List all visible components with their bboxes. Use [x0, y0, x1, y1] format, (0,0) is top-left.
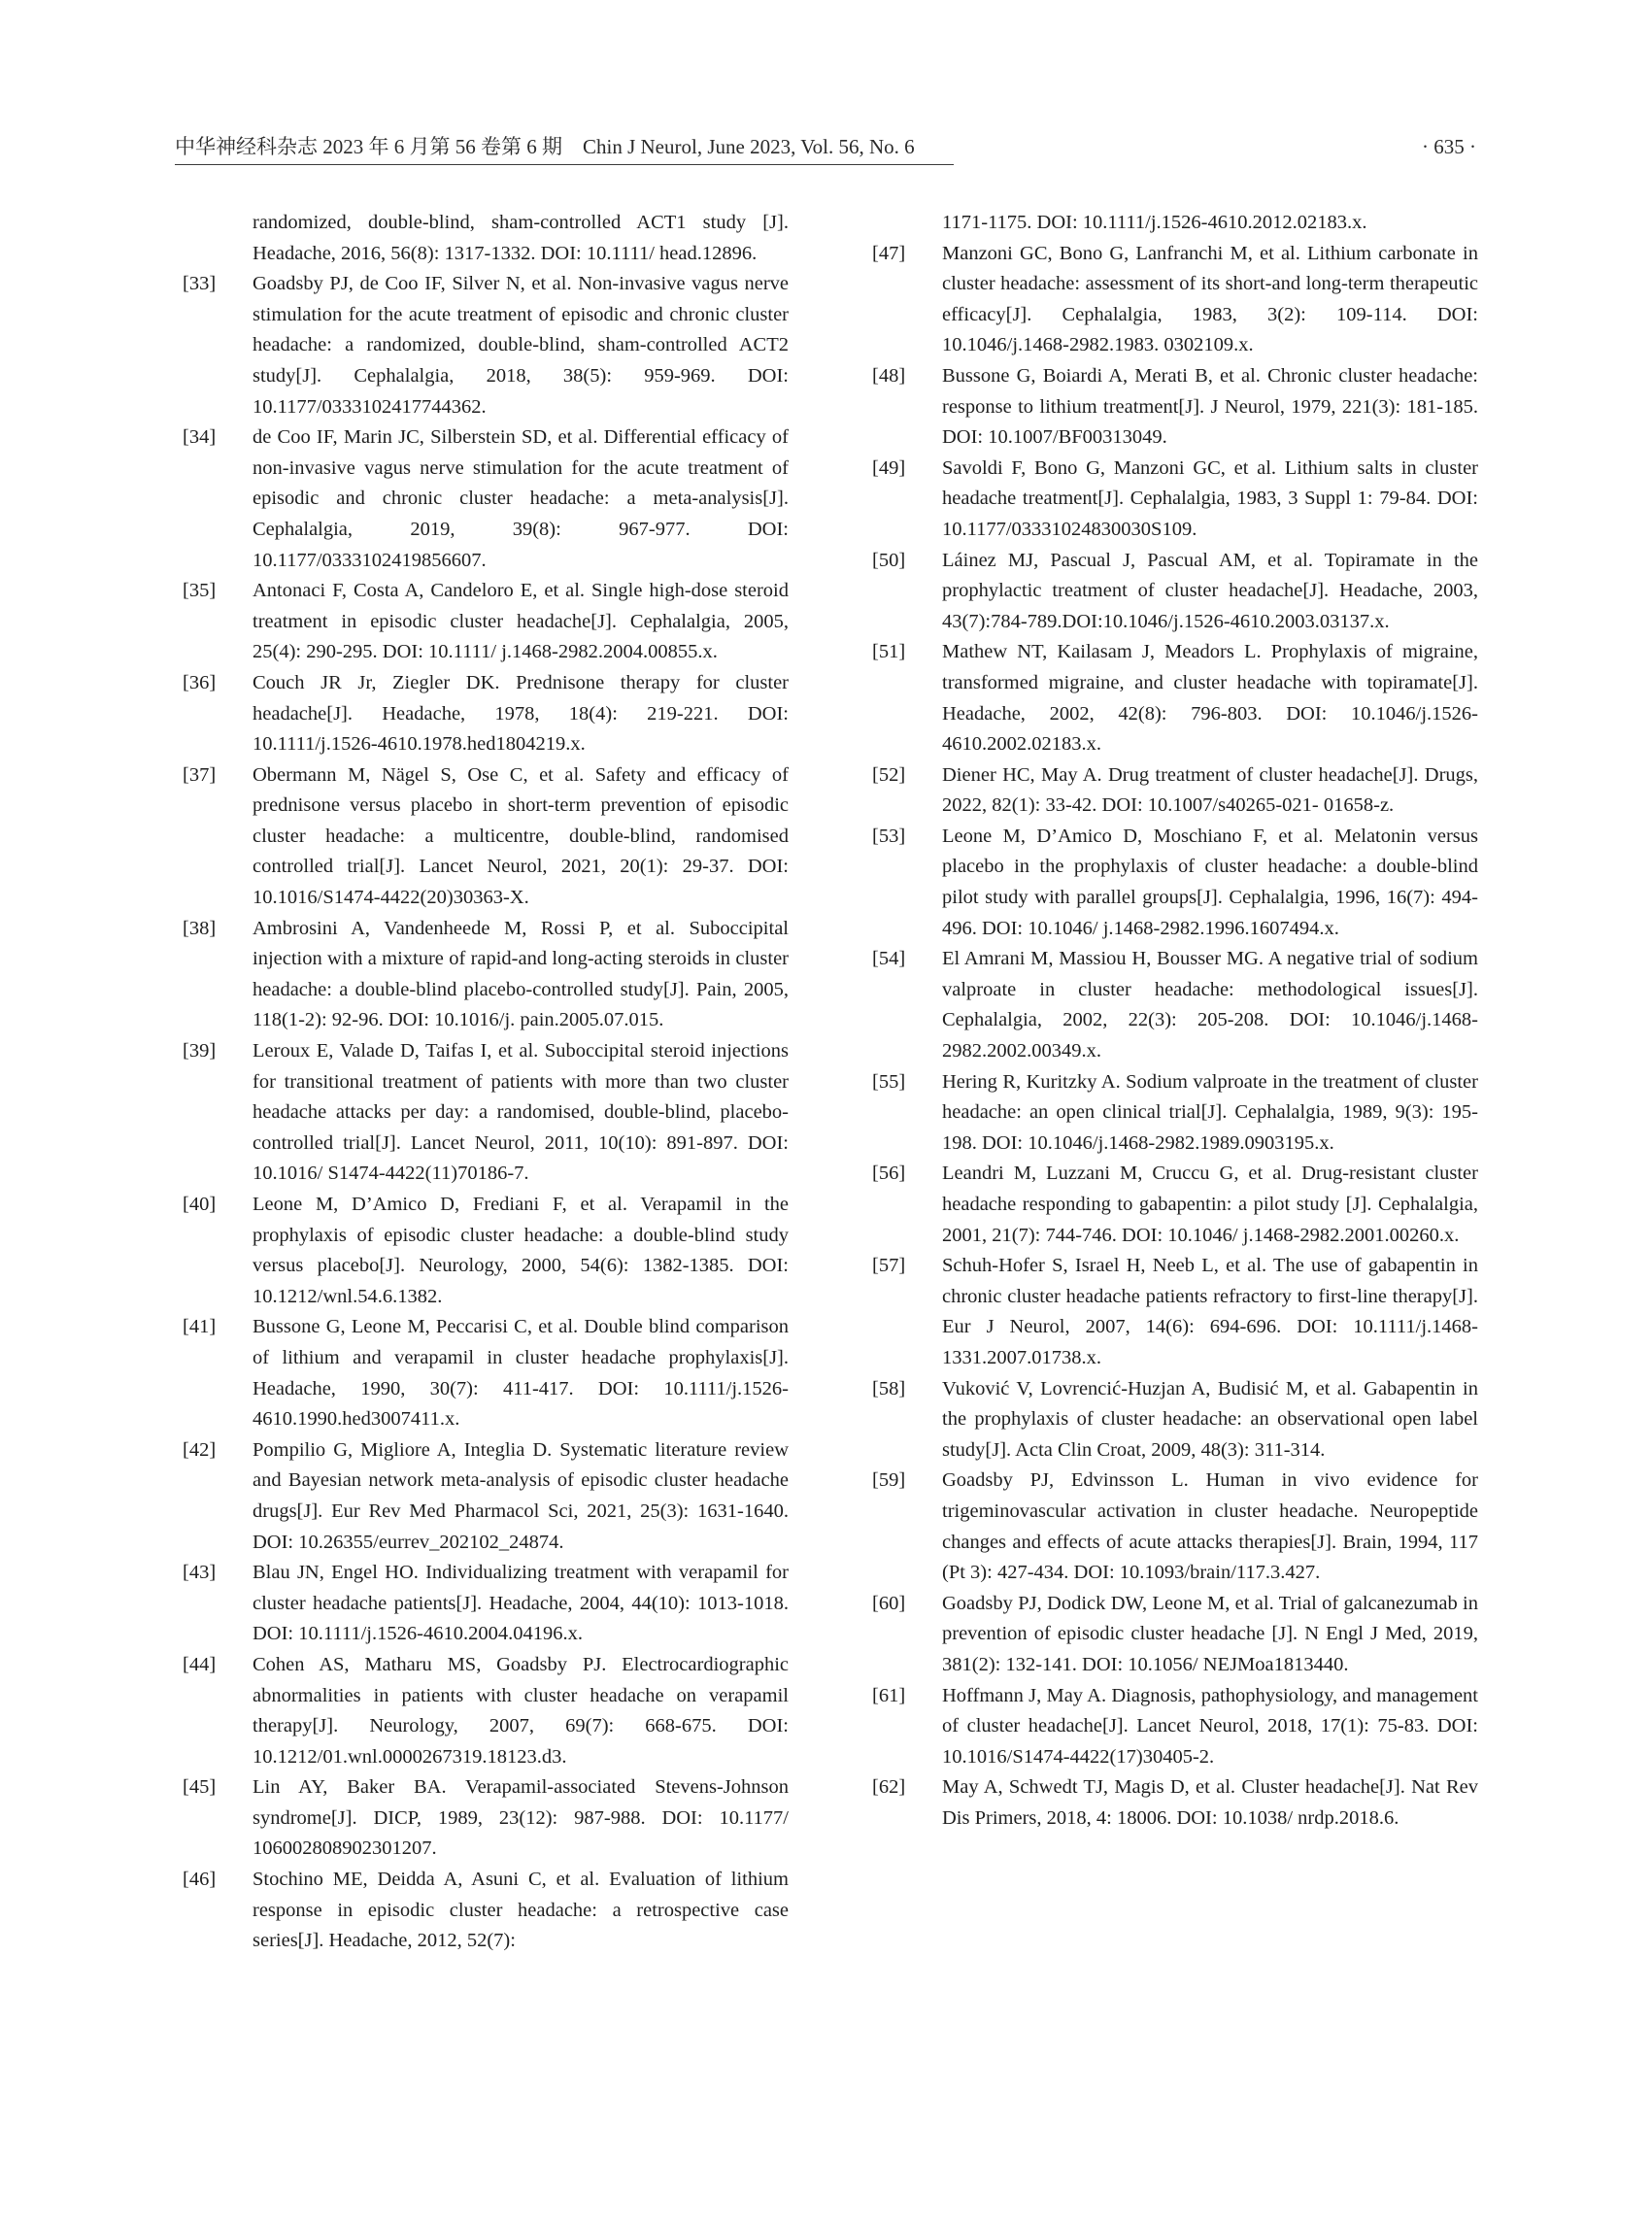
reference-number: [42] — [183, 1438, 217, 1461]
reference-entry — [183, 760, 789, 914]
reference-text: Goadsby PJ, Dodick DW, Leone M, et al. Trial of galcanezumab in prevention of episodic cluster headache [J]. N Engl J Med, 2019, 381(2): 132-141. DOI: 10.1056/ NEJMoa1813440. — [942, 1592, 1478, 1675]
reference-number: [61] — [872, 1684, 906, 1706]
page-number: · 635 · — [1422, 135, 1476, 158]
reference-text: May A, Schwedt TJ, Magis D, et al. Cluster headache[J]. Nat Rev Dis Primers, 2018, 4: 18006. DOI: 10.1038/ nrdp.2018.6. — [942, 1776, 1478, 1829]
reference-entry — [183, 1558, 789, 1650]
reference-number: [38] — [183, 917, 217, 939]
reference-text: Goadsby PJ, de Coo IF, Silver N, et al. Non-invasive vagus nerve stimulation for the acute treatment of episodic and chronic cluster headache: a randomized, double-blind, sham-controlled ACT2 study[J]. Cephalalgia, 2018, 38(5): 959-969. DOI: 10.1177/0333102417744362. — [253, 273, 789, 418]
reference-number: [33] — [183, 273, 217, 295]
reference-number: [59] — [872, 1469, 906, 1492]
reference-entry — [872, 1374, 1478, 1466]
reference-number: [41] — [183, 1316, 217, 1338]
reference-number: [46] — [183, 1869, 217, 1891]
reference-text: Lin AY, Baker BA. Verapamil-associated Stevens-Johnson syndrome[J]. DICP, 1989, 23(12): 987-988. DOI: 10.1177/ 106002808902301207. — [253, 1776, 789, 1860]
reference-entry — [183, 914, 789, 1036]
reference-text: Leroux E, Valade D, Taifas I, et al. Suboccipital steroid injections for transitional treatment of patients with more than two cluster headache attacks per day: a randomised, double-blind, placebo-controlled trial[J]. Lancet Neurol, 2011, 10(10): 891-897. DOI: 10.1016/ S1474-4422(11)70186-7. — [253, 1040, 789, 1185]
reference-number: [56] — [872, 1163, 906, 1185]
reference-entry — [872, 454, 1478, 546]
reference-entry — [183, 1650, 789, 1772]
reference-entry — [183, 1865, 789, 1957]
reference-text: Savoldi F, Bono G, Manzoni GC, et al. Lithium salts in cluster headache treatment[J]. Cephalalgia, 1983, 3 Suppl 1: 79-84. DOI: 10.1177/03331024830030S109. — [942, 456, 1478, 540]
reference-entry — [872, 1466, 1478, 1588]
reference-entry — [872, 1159, 1478, 1251]
reference-entry — [183, 1312, 789, 1434]
reference-entry — [872, 1067, 1478, 1160]
reference-text: Antonaci F, Costa A, Candeloro E, et al. Single high-dose steroid treatment in episodic cluster headache[J]. Cephalalgia, 2005, 25(4): 290-295. DOI: 10.1111/ j.1468-2982.2004.00855.x. — [253, 580, 789, 663]
reference-number: [40] — [183, 1194, 217, 1215]
reference-column-right — [872, 208, 1478, 1834]
journal-header: 中华神经科杂志 2023 年 6 月第 56 卷第 6 期 Chin J Neurol, June 2023, Vol. 56, No. 6 — [175, 135, 915, 158]
reference-text: Blau JN, Engel HO. Individualizing treatment with verapamil for cluster headache patients[J]. Headache, 2004, 44(10): 1013-1018. DOI: 10.1111/j.1526-4610.2004.04196.x. — [253, 1562, 789, 1645]
reference-entry — [872, 239, 1478, 361]
reference-text: Leone M, D’Amico D, Moschiano F, et al. Melatonin versus placebo in the prophylaxis of cluster headache: a double-blind pilot study with parallel groups[J]. Cephalalgia, 1996, 16(7): 494-496. DOI: 10.1046/ j.1468-2982.1996.1607494.x. — [942, 825, 1478, 939]
reference-text: Cohen AS, Matharu MS, Goadsby PJ. Electrocardiographic abnormalities in patients with cluster headache on verapamil therapy[J]. Neurology, 2007, 69(7): 668-675. DOI: 10.1212/01.wnl.0000267319.18123.d3. — [253, 1653, 789, 1768]
reference-number: [34] — [183, 426, 217, 449]
reference-entry — [183, 576, 789, 668]
reference-number: [55] — [872, 1070, 906, 1093]
reference-text: Hering R, Kuritzky A. Sodium valproate in the treatment of cluster headache: an open clinical trial[J]. Cephalalgia, 1989, 9(3): 195-198. DOI: 10.1046/j.1468-2982.1989.0903195.x. — [942, 1070, 1478, 1154]
reference-entry — [872, 361, 1478, 454]
reference-text: Leone M, D’Amico D, Frediani F, et al. Verapamil in the prophylaxis of episodic cluster headache: a double-blind study versus placebo[J]. Neurology, 2000, 54(6): 1382-1385. DOI: 10.1212/wnl.54.6.1382. — [253, 1194, 789, 1307]
reference-number: [50] — [872, 549, 906, 571]
reference-number: [60] — [872, 1592, 906, 1614]
reference-text: Bussone G, Leone M, Peccarisi C, et al. Double blind comparison of lithium and verapamil in cluster headache prophylaxis[J]. Headache, 1990, 30(7): 411-417. DOI: 10.1111/j.1526-4610.1990.hed3007411.x. — [253, 1316, 789, 1431]
reference-entry — [872, 1772, 1478, 1834]
reference-number: [36] — [183, 671, 217, 693]
header-rule — [175, 164, 954, 165]
reference-entry — [872, 208, 1478, 239]
reference-number: [54] — [872, 948, 906, 970]
reference-entry — [183, 1435, 789, 1558]
reference-text: Stochino ME, Deidda A, Asuni C, et al. Evaluation of lithium response in episodic cluster headache: a retrospective case series[J]. Headache, 2012, 52(7): — [253, 1869, 789, 1952]
reference-text: El Amrani M, Massiou H, Bousser MG. A negative trial of sodium valproate in cluster headache: methodological issues[J]. Cephalalgia, 2002, 22(3): 205-208. DOI: 10.1046/j.1468-2982.2002.00349.x. — [942, 948, 1478, 1062]
reference-entry — [183, 1772, 789, 1865]
reference-number: [57] — [872, 1255, 906, 1277]
reference-entry — [872, 637, 1478, 759]
reference-number: [62] — [872, 1776, 906, 1799]
reference-entry — [872, 944, 1478, 1066]
reference-text: Vuković V, Lovrencić-Huzjan A, Budisić M, et al. Gabapentin in the prophylaxis of cluster headache: an observational open label study[J]. Acta Clin Croat, 2009, 48(3): 311-314. — [942, 1377, 1478, 1461]
reference-number: [43] — [183, 1562, 217, 1584]
reference-text: Couch JR Jr, Ziegler DK. Prednisone therapy for cluster headache[J]. Headache, 1978, 18(4): 219-221. DOI: 10.1111/j.1526-4610.1978.hed1804219.x. — [253, 671, 789, 756]
reference-number: [48] — [872, 364, 906, 387]
reference-text: Hoffmann J, May A. Diagnosis, pathophysiology, and management of cluster headache[J]. Lancet Neurol, 2018, 17(1): 75-83. DOI: 10.1016/S1474-4422(17)30405-2. — [942, 1684, 1478, 1768]
reference-text: Manzoni GC, Bono G, Lanfranchi M, et al. Lithium carbonate in cluster headache: assessment of its short-and long-term therapeutic efficacy[J]. Cephalalgia, 1983, 3(2): 109-114. DOI: 10.1046/j.1468-2982.1983. 0302109.x. — [942, 242, 1478, 356]
reference-text: Obermann M, Nägel S, Ose C, et al. Safety and efficacy of prednisone versus placebo in short-term prevention of episodic cluster headache: a multicentre, double-blind, randomised controlled trial[J]. Lancet Neurol, 2021, 20(1): 29-37. DOI: 10.1016/S1474-4422(20)30363-X. — [253, 763, 789, 909]
reference-text: randomized, double-blind, sham-controlled ACT1 study [J]. Headache, 2016, 56(8): 1317-1332. DOI: 10.1111/ head.12896. — [253, 212, 789, 264]
reference-number: [37] — [183, 763, 217, 786]
reference-entry — [183, 422, 789, 576]
reference-column-left — [183, 208, 789, 1957]
reference-number: [58] — [872, 1377, 906, 1399]
reference-text: de Coo IF, Marin JC, Silberstein SD, et al. Differential efficacy of non-invasive vagus nerve stimulation for the acute treatment of episodic and chronic cluster headache: a meta-analysis[J]. Cephalalgia, 2019, 39(8): 967-977. DOI: 10.1177/0333102419856607. — [253, 426, 789, 571]
reference-entry — [183, 1036, 789, 1190]
reference-entry — [872, 1251, 1478, 1373]
reference-text: Leandri M, Luzzani M, Cruccu G, et al. Drug-resistant cluster headache responding to gabapentin: a pilot study [J]. Cephalalgia, 2001, 21(7): 744-746. DOI: 10.1046/ j.1468-2982.2001.00260.x. — [942, 1163, 1478, 1246]
reference-number: [45] — [183, 1776, 217, 1799]
reference-number: [47] — [872, 242, 906, 264]
reference-entry — [872, 822, 1478, 944]
reference-number: [53] — [872, 825, 906, 847]
reference-text: Goadsby PJ, Edvinsson L. Human in vivo evidence for trigeminovascular activation in cluster headache. Neuropeptide changes and effects of acute attacks therapies[J]. Brain, 1994, 117 (Pt 3): 427-434. DOI: 10.1093/brain/117.3.427. — [942, 1469, 1478, 1584]
reference-entry — [872, 546, 1478, 638]
reference-text: Schuh-Hofer S, Israel H, Neeb L, et al. The use of gabapentin in chronic cluster headache patients refractory to first-line therapy[J]. Eur J Neurol, 2007, 14(6): 694-696. DOI: 10.1111/j.1468-1331.2007.01738.x. — [942, 1255, 1478, 1368]
reference-text: Pompilio G, Migliore A, Integlia D. Systematic literature review and Bayesian network meta-analysis of episodic cluster headache drugs[J]. Eur Rev Med Pharmacol Sci, 2021, 25(3): 1631-1640. DOI: 10.26355/eurrev_202102_24874. — [253, 1438, 789, 1553]
reference-entry — [872, 1589, 1478, 1681]
reference-entry — [183, 668, 789, 760]
reference-number: [35] — [183, 580, 217, 602]
reference-number: [39] — [183, 1040, 217, 1062]
reference-number: [44] — [183, 1653, 217, 1675]
reference-number: [49] — [872, 456, 906, 479]
reference-text: 1171-1175. DOI: 10.1111/j.1526-4610.2012.02183.x. — [942, 212, 1367, 233]
running-header — [175, 130, 1476, 169]
reference-number: [51] — [872, 641, 906, 663]
reference-entry — [872, 1681, 1478, 1773]
reference-number: [52] — [872, 763, 906, 786]
reference-entry — [183, 1190, 789, 1312]
reference-entry — [183, 269, 789, 422]
reference-text: Bussone G, Boiardi A, Merati B, et al. Chronic cluster headache: response to lithium treatment[J]. J Neurol, 1979, 221(3): 181-185. DOI: 10.1007/BF00313049. — [942, 364, 1478, 449]
reference-text: Ambrosini A, Vandenheede M, Rossi P, et al. Suboccipital injection with a mixture of rapid-and long-acting steroids in cluster headache: a double-blind placebo-controlled study[J]. Pain, 2005, 118(1-2): 92-96. DOI: 10.1016/j. pain.2005.07.015. — [253, 917, 789, 1031]
reference-text: Mathew NT, Kailasam J, Meadors L. Prophylaxis of migraine, transformed migraine, and cluster headache with topiramate[J]. Headache, 2002, 42(8): 796-803. DOI: 10.1046/j.1526-4610.2002.02183.x. — [942, 641, 1478, 756]
reference-text: Láinez MJ, Pascual J, Pascual AM, et al. Topiramate in the prophylactic treatment of cluster headache[J]. Headache, 2003, 43(7):784-789.DOI:10.1046/j.1526-4610.2003.03137.x. — [942, 549, 1478, 632]
reference-text: Diener HC, May A. Drug treatment of cluster headache[J]. Drugs, 2022, 82(1): 33-42. DOI: 10.1007/s40265-021- 01658-z. — [942, 763, 1478, 817]
reference-entry — [183, 208, 789, 269]
reference-entry — [872, 760, 1478, 822]
